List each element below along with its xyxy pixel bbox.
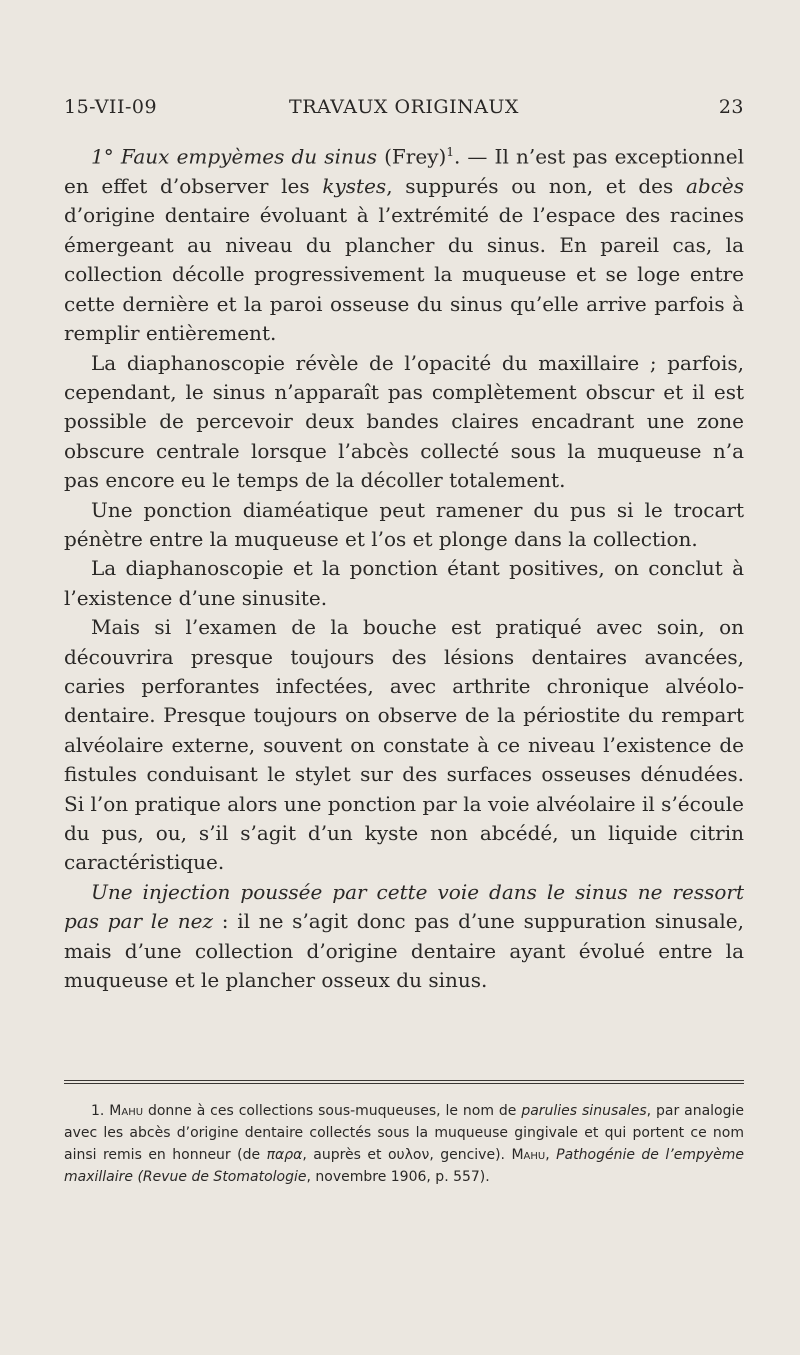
header-date: 15-VII-09: [64, 96, 158, 118]
main-text: [64, 138, 744, 995]
footnote-author: Mahu: [511, 1147, 546, 1163]
text-span: donne à ces collections sous-muqueuses, le nom de: [143, 1103, 522, 1119]
footnote: [64, 1100, 744, 1188]
section-title: Faux empyèmes du sinus: [120, 144, 377, 169]
paragraph-3: Une ponction diaméatique peut ramener du pus si le trocart pénètre entre la muqueuse et l’os et plonge dans la collection.: [64, 497, 744, 551]
rule-line: [64, 1080, 744, 1081]
text-span: , novembre 1906, p. 557).: [306, 1169, 490, 1185]
reference-title: Pathogénie de l’empyème maxillaire (Revue de Stomatologie: [64, 1147, 744, 1185]
text-span: . — Il n’est pas exceptionnel en effet d’observer les: [64, 144, 744, 199]
paragraph-1: [64, 138, 744, 349]
text-span: , gencive).: [429, 1147, 512, 1163]
italic-span: Une injection poussée par cette voie dans le sinus ne ressort pas par le nez: [64, 879, 744, 934]
section-number: 1°: [91, 144, 114, 169]
paragraph-4: La diaphanoscopie et la ponction étant positives, on conclut à l’existence d’une sinusite.: [64, 556, 744, 610]
running-header: [64, 96, 744, 124]
page-number: 23: [718, 96, 744, 118]
rule-line: [64, 1083, 744, 1084]
paragraph-2: La diaphanoscopie révèle de l’opacité du maxillaire ; parfois, cependant, le sinus n’apparaît pas complètement obscur et il est possible de percevoir deux bandes claires encadrant une zone obscure centrale lorsque l’abcès collecté sous la muqueuse n’a pas encore eu le temps de la décoller totalement.: [64, 350, 744, 493]
greek-word: παρα: [266, 1147, 303, 1163]
section-author: (Frey): [384, 144, 447, 169]
paragraph-6: [64, 878, 744, 996]
text-span: d’origine dentaire évoluant à l’extrémité de l’espace des racines émergeant au niveau du plancher du sinus. En pareil cas, la collection décolle progressivement la muqueuse et se loge entre cette dernière et la paroi osseuse du sinus qu’elle arrive parfois à remplir entièrement.: [64, 203, 744, 346]
text-span: ,: [545, 1147, 557, 1163]
paragraph-5: Mais si l’examen de la bouche est pratiqué avec soin, on découvrira presque toujours des lésions dentaires avancées, caries perforantes infectées, avec arthrite chronique alvéolo-dentaire. Presque toujours on observe de la périostite du rempart alvéolaire externe, souvent on constate à ce niveau l’existence de fistules conduisant le stylet sur des surfaces osseuses dénudées. Si l’on pratique alors une ponction par la voie alvéolaire il s’écoule du pus, ou, s’il s’agit d’un kyste non abcédé, un liquide citrin caractéristique.: [64, 615, 744, 875]
footnote-number: 1.: [91, 1103, 105, 1119]
footnote-term: parulies sinusales: [521, 1103, 647, 1119]
header-title: TRAVAUX ORIGINAUX: [289, 96, 519, 118]
text-span: : il ne s’agit donc pas d’une suppuration sinusale, mais d’une collection d’origine dentaire ayant évolué entre la muqueuse et le plancher osseux du sinus.: [64, 909, 744, 993]
term-kystes: kystes: [322, 174, 387, 199]
footnote-rule: [64, 1080, 744, 1084]
text-span: , auprès et: [302, 1147, 388, 1163]
greek-word: ουλον: [387, 1147, 430, 1163]
text-span: , suppurés ou non, et des: [386, 174, 686, 199]
footnote-text: [64, 1100, 744, 1188]
text-span: , par analogie avec les abcès d’origine dentaire collectés sous la muqueuse gingivale et qui portent ce nom ainsi remis en honneur (de: [64, 1103, 744, 1163]
footnote-ref: 1: [446, 145, 454, 159]
footnote-author: Mahu: [109, 1103, 144, 1119]
term-abces: abcès: [685, 174, 745, 199]
